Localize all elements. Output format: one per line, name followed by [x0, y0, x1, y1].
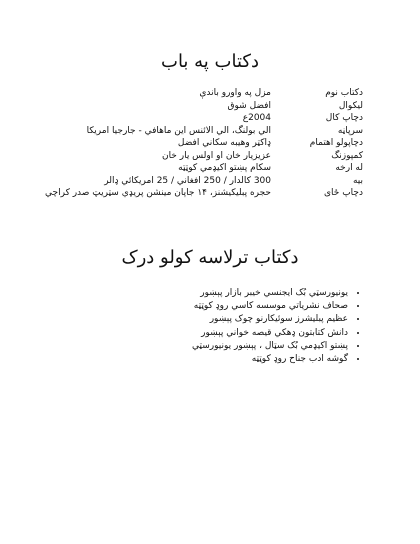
book-info-table — [45, 87, 363, 200]
info-row-author — [45, 100, 363, 113]
info-row-title — [45, 87, 363, 100]
info-value: مزل په واورو باندې — [199, 88, 271, 98]
info-row-arranged-by — [45, 137, 363, 150]
list-item: • گوشه ادب جناح روډ کوټټه — [192, 353, 348, 366]
info-label: دچاپولو اهتمام — [309, 138, 363, 148]
info-label: کمپوزنگ — [331, 150, 363, 161]
info-value: سکام پښتو اکيډمي کوټټه — [178, 163, 271, 173]
about-book-heading: دکتاب په باب — [161, 51, 259, 72]
info-value: 300 کالدار / 250 افغاني / 25 امريکائي ډالر — [104, 175, 271, 186]
info-row-composing — [45, 150, 363, 163]
list-item: • عظيم پبليشرز سوئيکارنو چوک پېښور — [192, 313, 348, 326]
list-item: • پښتو اکيډمي بُک سټال ، پېښور يونيورسټي — [192, 340, 348, 353]
info-label: دچاپ کال — [325, 113, 363, 123]
bookshop-list — [192, 287, 363, 366]
list-item: • يونيورسټي بُک ايجنسي خيبر بازار پېښور — [192, 287, 348, 300]
info-label: بيه — [352, 175, 363, 186]
info-row-print-place — [45, 187, 363, 200]
info-value: افضل شوق — [227, 100, 271, 111]
info-value: ډاکټر وهيبه سکاني افضل — [177, 138, 271, 148]
where-to-get-heading: دکتاب ترلاسه کولو درک — [121, 247, 299, 268]
info-label: دکتاب نوم — [325, 88, 363, 98]
info-label: سرپاڼه — [337, 125, 363, 136]
info-value: الي بولنگ، الي الائنس اين ماهافي - جارجيا امريکا — [86, 125, 271, 136]
info-row-price — [45, 175, 363, 188]
info-row-cover — [45, 125, 363, 138]
info-value: عزيزيار خان او اولس يار خان — [161, 150, 271, 161]
info-label: له ارخه — [335, 163, 363, 173]
info-label: ليکوال — [338, 100, 363, 111]
info-row-year — [45, 112, 363, 125]
info-label: دچاپ ځای — [324, 188, 363, 198]
info-value: حجره پبليکيشنز، ۱۴ جاپان مينشن پريډي سټريټ صدر کراچي — [45, 188, 271, 198]
list-item: • صحاف نشرياتي موسسه کاسي روډ کوټټه — [192, 300, 348, 313]
info-row-publisher — [45, 162, 363, 175]
info-value: 2004ع — [242, 113, 271, 123]
list-item: • دانش کتابتون ډهکي قيصه خواني پېښور — [192, 327, 348, 340]
